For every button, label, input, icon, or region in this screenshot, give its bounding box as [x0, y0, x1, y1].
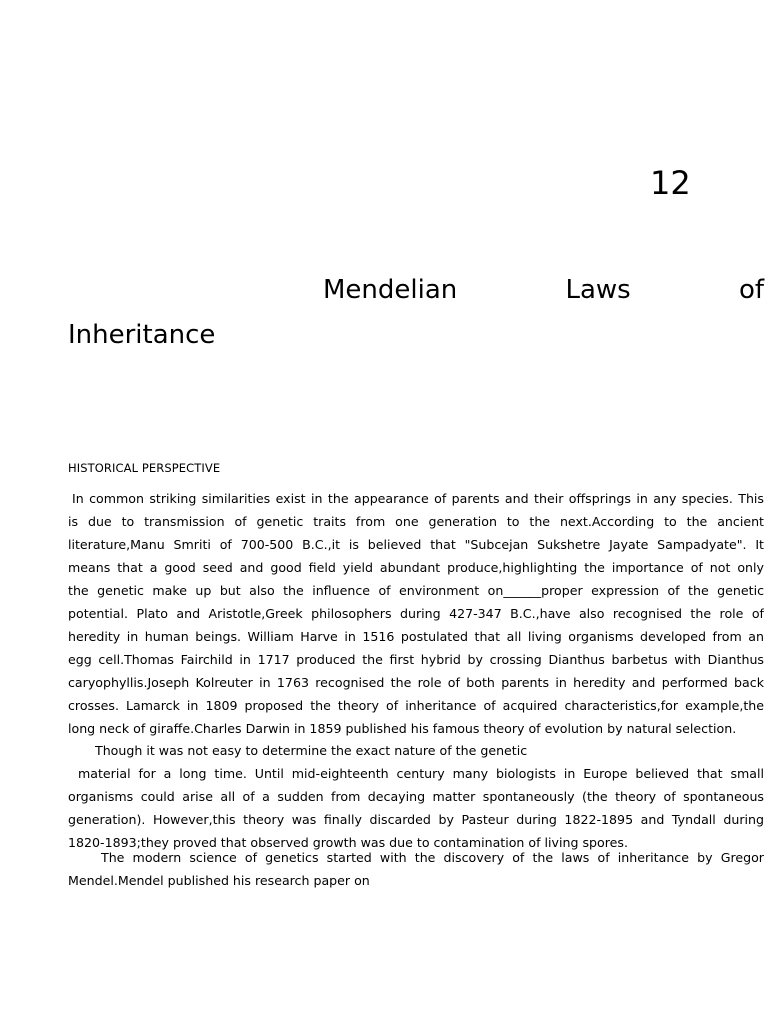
text-line: long neck of giraffe.Charles Darwin in 1859 published his famous theory of evolution by natural selection.: [68, 721, 737, 736]
chapter-title-line1: [68, 268, 764, 313]
text-line: means that a good seed and good field yield abundant produce,highlighting the importance of not only: [68, 560, 764, 575]
text-line: In common striking similarities exist in the appearance of parents and their offsprings in any species. This: [72, 491, 764, 506]
text-line: caryophyllis.Joseph Kolreuter in 1763 recognised the role of both parents in heredity and performed back: [68, 675, 764, 690]
text-line: The modern science of genetics started with the discovery of the laws of inheritance by Gregor: [101, 850, 764, 865]
paragraph-historical-1: [68, 487, 764, 740]
text-line: material for a long time. Until mid-eighteenth century many biologists in Europe believed that small: [78, 766, 764, 781]
text-line: Though it was not easy to determine the exact nature of the genetic: [95, 743, 528, 758]
chapter-number: 12: [650, 164, 691, 202]
chapter-title-word-1: Mendelian: [323, 275, 458, 305]
text-line: heredity in human beings. William Harve in 1516 postulated that all living organisms developed from an: [68, 629, 764, 644]
chapter-title: [68, 268, 764, 358]
chapter-title-word-3: of: [738, 275, 764, 305]
text-line: Mendel.Mendel published his research paper on: [68, 873, 370, 888]
section-heading: HISTORICAL PERSPECTIVE: [68, 461, 221, 475]
text-line: generation). However,this theory was finally discarded by Pasteur during 1822-1895 and Tyndall during: [68, 812, 764, 827]
text-line: is due to transmission of genetic traits from one generation to the next.According to the ancient: [68, 514, 764, 529]
chapter-title-line2: Inheritance: [68, 320, 216, 350]
paragraph-historical-2: [68, 739, 764, 854]
text-line: egg cell.Thomas Fairchild in 1717 produced the first hybrid by crossing Dianthus barbetus with Dianthus: [68, 652, 764, 667]
chapter-title-word-2: Laws: [565, 275, 631, 305]
text-line: potential. Plato and Aristotle,Greek philosophers during 427-347 B.C.,have also recognised the role of: [68, 606, 764, 621]
text-line: the genetic make up but also the influence of environment on______proper expression of the genetic: [68, 583, 764, 598]
text-line: 1820-1893;they proved that observed growth was due to contamination of living spores.: [68, 835, 628, 850]
text-line: crosses. Lamarck in 1809 proposed the theory of inheritance of acquired characteristics,for example,the: [68, 698, 764, 713]
paragraph-historical-3: [68, 846, 764, 892]
text-line: organisms could arise all of a sudden from decaying matter spontaneously (the theory of spontaneous: [68, 789, 764, 804]
text-line: literature,Manu Smriti of 700-500 B.C.,it is believed that "Subcejan Sukshetre Jayate Sampadyate". It: [68, 537, 764, 552]
